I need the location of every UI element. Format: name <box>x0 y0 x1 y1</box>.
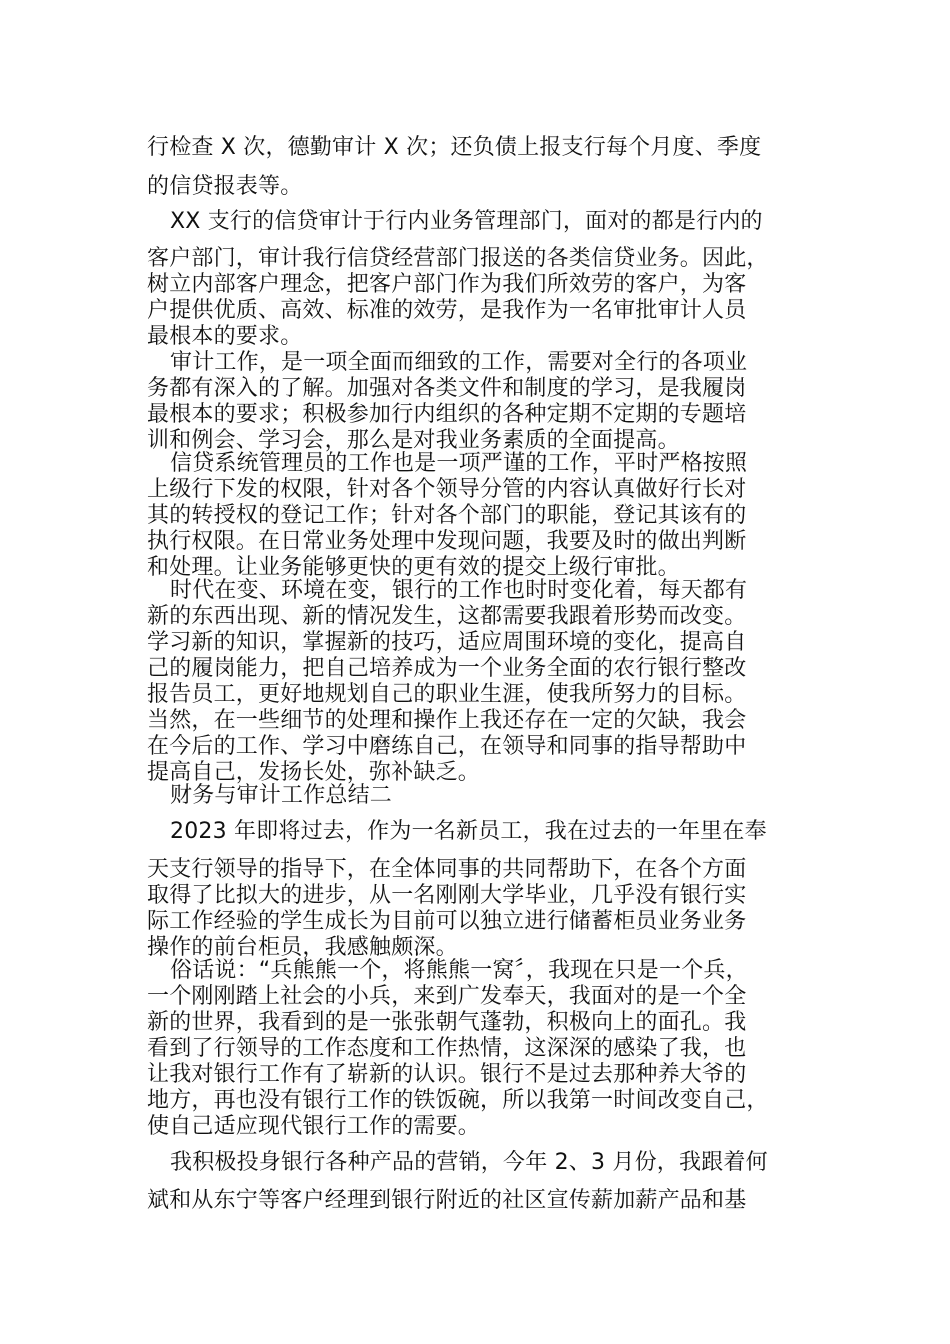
text-line: 行检查 X 次，德勤审计 X 次；还负债上报支行每个月度、季度 <box>147 135 762 160</box>
text-line: 最根本的要求；积极参加行内组织的各种定期不定期的专题培 <box>147 402 747 427</box>
text-line: 际工作经验的学生成长为目前可以独立进行储蓄柜员业务业务 <box>147 909 747 934</box>
text-line: 时代在变、环境在变，银行的工作也时时变化着，每天都有 <box>170 578 748 603</box>
text-line: 在今后的工作、学习中磨练自己，在领导和同事的指导帮助中 <box>147 734 747 759</box>
text-line: 俗话说：“兵熊熊一个，将熊熊一窝〞，我现在只是一个兵， <box>170 958 748 983</box>
text-line: 地方，再也没有银行工作的铁饭碗，所以我第一时间改变自己， <box>147 1088 769 1113</box>
text-line: 户提供优质、高效、标准的效劳，是我作为一名审批审计人员 <box>147 298 747 323</box>
text-line: 新的东西出现、新的情况发生，这都需要我跟着形势而改变。 <box>147 604 747 629</box>
text-line: 和处理。让业务能够更快的更有效的提交上级行审批。 <box>147 555 680 580</box>
text-line: 客户部门，审计我行信贷经营部门报送的各类信贷业务。因此， <box>147 246 769 271</box>
text-line: 提高自己，发扬长处，弥补缺乏。 <box>147 760 481 785</box>
text-line: 训和例会、学习会，那么是对我业务素质的全面提高。 <box>147 428 680 453</box>
text-line: 报告员工，更好地规划自己的职业生涯，使我所努力的目标。 <box>147 682 747 707</box>
text-line: 己的履岗能力，把自己培养成为一个业务全面的农行银行整改 <box>147 656 747 681</box>
text-line: 一个刚刚踏上社会的小兵，来到广发奉天，我面对的是一个全 <box>147 984 747 1009</box>
text-line: 使自己适应现代银行工作的需要。 <box>147 1114 481 1139</box>
text-line: 的信贷报表等。 <box>147 174 303 199</box>
text-line: 学习新的知识，掌握新的技巧，适应周围环境的变化，提高自 <box>147 630 747 655</box>
text-line: 取得了比拟大的进步，从一名刚刚大学毕业，几乎没有银行实 <box>147 883 747 908</box>
text-line: 最根本的要求。 <box>147 324 303 349</box>
section-heading: 财务与审计工作总结二 <box>170 783 393 808</box>
text-line: XX 支行的信贷审计于行内业务管理部门，面对的都是行内的 <box>170 209 763 234</box>
text-line: 天支行领导的指导下，在全体同事的共同帮助下，在各个方面 <box>147 857 747 882</box>
text-line: 其的转授权的登记工作；针对各个部门的职能，登记其该有的 <box>147 503 747 528</box>
text-line: 审计工作，是一项全面而细致的工作，需要对全行的各项业 <box>170 350 748 375</box>
text-line: 看到了行领导的工作态度和工作热情，这深深的感染了我，也 <box>147 1036 747 1061</box>
text-line: 执行权限。在日常业务处理中发现问题，我要及时的做出判断 <box>147 529 747 554</box>
text-line: 信贷系统管理员的工作也是一项严谨的工作，平时严格按照 <box>170 451 748 476</box>
text-line: 新的世界，我看到的是一张张朝气蓬勃，积极向上的面孔。我 <box>147 1010 747 1035</box>
text-line: 务都有深入的了解。加强对各类文件和制度的学习，是我履岗 <box>147 376 747 401</box>
text-line: 操作的前台柜员，我感触颇深。 <box>147 935 458 960</box>
text-line: 当然，在一些细节的处理和操作上我还存在一定的欠缺，我会 <box>147 708 747 733</box>
text-line: 上级行下发的权限，针对各个领导分管的内容认真做好行长对 <box>147 477 747 502</box>
text-line: 我积极投身银行各种产品的营销，今年 2、3 月份，我跟着何 <box>170 1150 768 1175</box>
text-line: 树立内部客户理念，把客户部门作为我们所效劳的客户，为客 <box>147 272 747 297</box>
text-line: 斌和从东宁等客户经理到银行附近的社区宣传薪加薪产品和基 <box>147 1188 747 1213</box>
text-line: 2023 年即将过去，作为一名新员工，我在过去的一年里在奉 <box>170 819 767 844</box>
text-line: 让我对银行工作有了崭新的认识。银行不是过去那种养大爷的 <box>147 1062 747 1087</box>
